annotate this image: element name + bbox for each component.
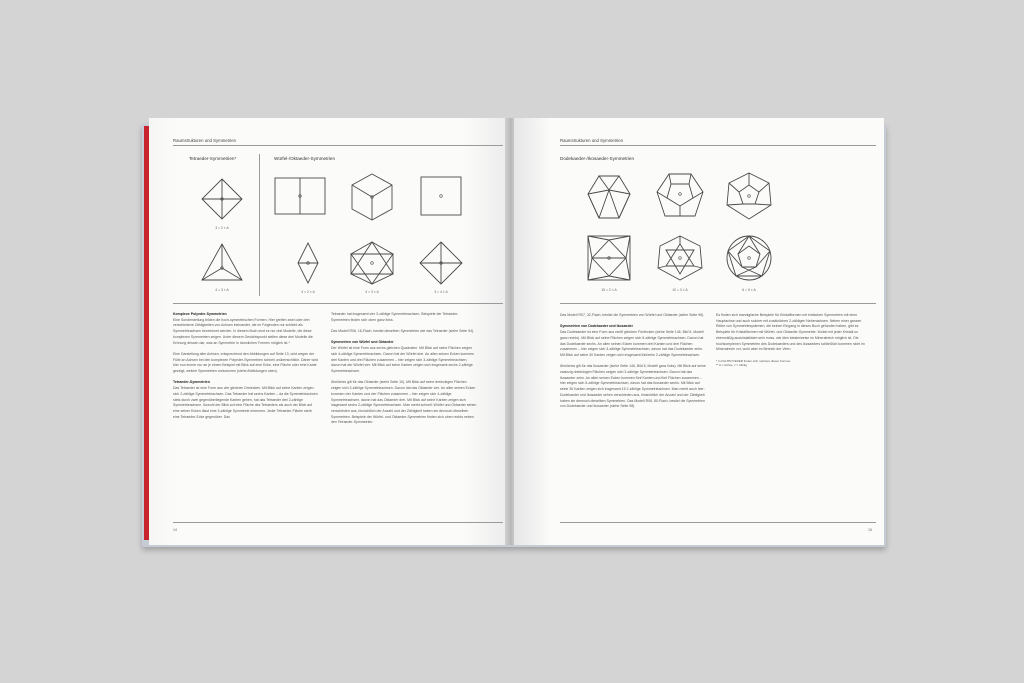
figures-rule (560, 303, 876, 304)
paragraph: Tetraeder hat insgesamt vier 3-zählige Symmetrieachsen. Beispiele der Tetraeder-Symmetrien finden sich oben ganz links. (331, 312, 459, 322)
section-heading: Komplexe Polyeder-Symmetrien (173, 312, 227, 316)
paragraph: Das Tetraeder ist eine Form aus vier gleichen Dreiecken. Mit Blick auf seine Kanten zeigen sich 2-zählige Symmetrieachsen. Das Tetraeder hat sechs Kanten – da die Symmetrieachsen stets durch zwei gegenüberliegende Kanten gehen, hat das Tetraeder drei 2-zählige Symmetrieachsen. Sowohl der Blick auf eine Fläche des Tetraeders als auch der Blick auf eine seiner Ecken lässt eine 3-zählige Symmetrie erkennen. Jeder Tetraeder-Fläche steht eine Tetraeder-Ecke gegenüber. Das (173, 386, 318, 419)
paragraph: Der Würfel ist eine Form aus sechs gleichen Quadraten. Mit Blick auf seine Flächen zeigen sich 4-zählige Symmetrieachsen. Davon hat der Würfel drei. An allen seinen Ecken kommen drei Kanten und drei Flächen zusammen – hier zeigen sich 3-zählige Symmetrieachsen, davon hat der Würfel vier. Mit Blick auf seine Kanten zeigen sich insgesamt sechs 2-zählige Symmetrieachsen. (331, 346, 474, 373)
icosahedron-edge-view-figure (586, 174, 632, 220)
figure-label: 4 = 2 × A (301, 290, 315, 294)
left-page (149, 118, 507, 545)
open-book (138, 118, 884, 545)
page-number: 14 (173, 528, 177, 532)
octahedron-face-view-figure (349, 240, 395, 286)
text-column-2 (331, 312, 477, 432)
paragraph: Eine Darstellung aller Achsen, entsprechend den Abbildungen auf Seite 13, wird wegen der Fülle an Achsen bei den komplexen Polyeder-Symmetrien schnell unübersichtlich. Daher wird hier nun immer nur an je einem Beispiel mit Blick auf eine Ecke, eine Fläche oder eine Kante gezeigt, welche Symmetrien vorkommen (siehe Abbildungen oben). (173, 351, 318, 374)
figures-rule (173, 303, 503, 304)
paragraph: Ähnliches gilt für das Oktaeder (siehe Seite 10). Mit Blick auf seine dreieckigen Flächen zeigen sich 3-zählige Symmetrieachsen. Davon hat das Oktaeder vier. An allen seinen Ecken kommen vier Kanten und vier Flächen zusammen – hier zeigen sich 4-zählige Symmetrieachsen, davon hat das Oktaeder drei. Mit Blick auf seine Kanten zeigen sich insgesamt sechs 2-zählige Symmetrieachsen. Man merkt schnell: Würfel und Oktaeder sehen verschieden aus, hinsichtlich der Anzahl und der Zähligkeit haben sie dennoch dieselben Symmetrien. Beispiele der Würfel- und Oktaeder-Symmetrien finden sich oben rechts neben den Tetraeder-Symmetrien. (331, 380, 477, 425)
icosahedron-vertex-view-figure (656, 234, 704, 282)
figure-label: 6 = 5 × A (742, 288, 756, 292)
running-header: Raumstrukturen und Symmetrien (560, 138, 624, 143)
section-heading: Symmetrien von Würfel und Oktaeder (331, 340, 394, 345)
dodecahedron-face-view-figure (725, 171, 773, 221)
section-heading: Tetraeder-Symmetrien (173, 380, 210, 385)
figure-label: 3 = 4 × A (434, 290, 448, 294)
footnote: ** A = Achse, z = zählig (716, 363, 747, 368)
caption-cube-octahedron: Würfel-/Oktaeder-Symmetrien (274, 156, 336, 161)
figure-divider (259, 154, 260, 296)
octahedron-edge-view-figure (296, 241, 320, 285)
right-page (514, 118, 884, 545)
paragraph: Das Dodekaeder ist eine Form aus zwölf gleichen Fünfecken (siehe Seite 146, Bild 5, Modell ganz rechts). Mit Blick auf seine Flächen zeigen sich 5-zählige Symmetrieachsen. Davon hat das Dodekaeder sechs. An allen seinen Ecken kommen drei Kanten und drei Flächen zusammen – hier zeigen sich 3-zählige Symmetrieachsen, davon hat das Dodekaeder zehn. Mit Blick auf seine 30 Kanten zeigen sich insgesamt fünfzehn 2-zählige Symmetrieachsen. (560, 330, 704, 357)
caption-dodecahedron-icosahedron: Dodekaeder-/Ikosaeder-Symmetrien (560, 156, 635, 161)
figure-label: 10 = 3 × A (672, 288, 688, 292)
cube-edge-view-figure (419, 175, 463, 217)
section-heading: Symmetrien von Dodekaeder und Ikosaeder (560, 324, 633, 329)
figure-label: 3 = 2 × A (215, 226, 229, 230)
figure-label: 4 = 3 × A (365, 290, 379, 294)
header-rule (560, 145, 876, 146)
cube-corner-view-figure (350, 172, 394, 222)
octahedron-vertex-view-figure (418, 240, 464, 286)
header-rule (173, 145, 503, 146)
icosahedron-pentagon-view-figure (725, 234, 773, 282)
cube-face-view-figure (273, 176, 327, 216)
footer-rule (560, 522, 876, 523)
text-column-2 (716, 313, 866, 373)
tetrahedron-edge-view-figure (200, 177, 244, 221)
paragraph: Eine Sonderstellung bilden die hoch-symmetrischen Formen. Hier greifen zwei oder drei verschiedene Zähligkeiten von Achsen ineinander, die im Folgenden nur schlicht als Symmetrieachsen bezeichnet werden. In diesem Buch sind es nur drei Modelle, die diese komplexen Symmetrien zeigen. Unter diesem Gesichtspunkt stellen diese drei Modelle die Krönung dessen dar, was an Symmetrie in räumlichen Formen möglich ist.* (173, 317, 313, 345)
tetrahedron-face-view-figure (200, 242, 244, 282)
paragraph: Das Modell R06, 16-Flach, besitzt dieselben Symmetrien wie das Tetraeder (siehe Seite 94). (331, 329, 475, 334)
text-column-1 (173, 312, 319, 426)
paragraph: Das Modell R07, 32-Flach, besitzt die Symmetrien von Würfel und Oktaeder (siehe Seite 96). (560, 313, 705, 317)
caption-tetrahedron: Tetraeder-Symmetrien* (189, 156, 237, 161)
paragraph: Ähnliches gilt für das Ikosaeder (siehe Seite 146, Bild 5, Modell ganz links). Mit Blick auf seine zwanzig dreieckigen Flächen zeigen sich 3-zählige Symmetrieachsen. Davon hat das Ikosaeder zehn. An allen seinen Ecken kommen fünf Kanten und fünf Flächen zusammen – hier zeigen sich 5-zählige Symmetrieachsen, davon hat das Ikosaeder sechs. Mit Blick auf seine 30 Kanten zeigen sich insgesamt 15 2-zählige Symmetrieachsen. Man merkt auch hier: Dodekaeder und Ikosaeder sehen verschieden aus, hinsichtlich der Anzahl und der Zähligkeit haben sie dennoch dieselben Symmetrien. Das Modell R08, 80-Flach, besitzt die Symmetrien von Dodekaeder und Ikosaeder (siehe Seite 98). (560, 364, 706, 409)
figure-label: 15 = 2 × A (601, 288, 617, 292)
footer-rule (173, 522, 503, 523)
text-column-1 (560, 313, 706, 416)
footnote: * In FALTPOYEDER finden sich mehrere dieser Formen. (716, 358, 792, 363)
icosahedron-face-view-figure (586, 234, 632, 282)
figure-label: 4 = 3 × A (215, 288, 229, 292)
dodecahedron-vertex-view-figure (655, 172, 705, 220)
page-number: 15 (868, 528, 872, 532)
paragraph: Es finden sich mannigfache Beispiele für Kristallformen mit einfachen Symmetrien mit einer Hauptachse und auch solcher mit zusätzlichen 2-zähligen Nebenachsen. Neben einer ganzen Reihe von Symmetriesystemen, die keinen Eingang in dieses Buch gefunden haben, gibt es Beispiele für Kristallformen mit Würfel- und Oktaeder-Symmetrie. Wobei mit jeder Kristall so ebenmäßig auskristallisiert sein muss, wie dies idealerweise im Mineralreich möglich ist. Die hochkomplexen Symmetrien des Dodekaeders und des Ikosaeders schließlich kommen nicht im Mineralreich vor, wohl aber im Bereich der Viren. (716, 313, 865, 352)
running-header: Raumstrukturen und Symmetrien (173, 138, 237, 143)
